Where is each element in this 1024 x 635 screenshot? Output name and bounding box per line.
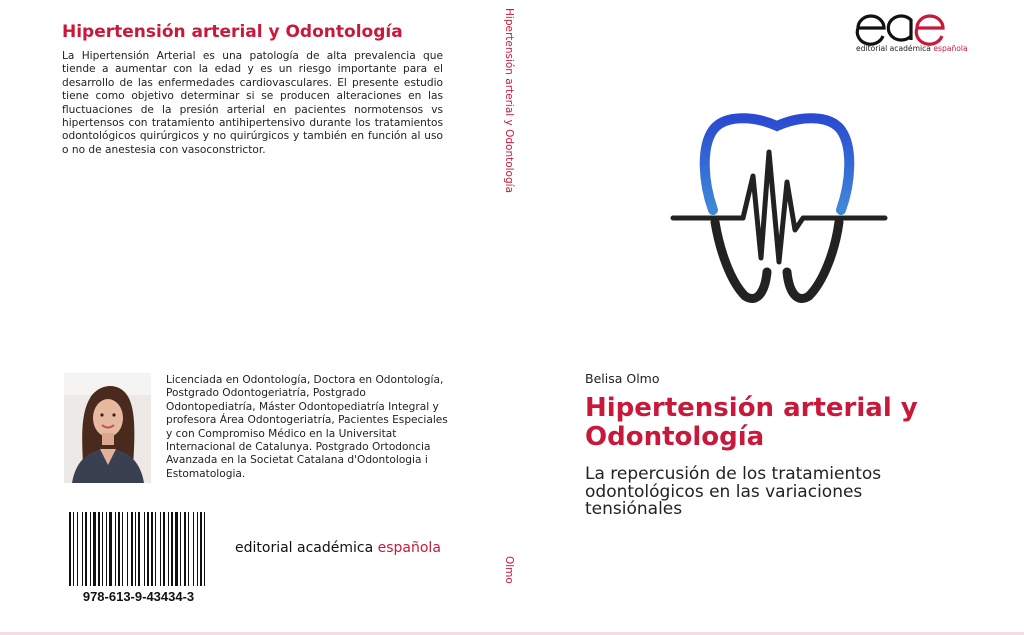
barcode-bar [197,512,198,586]
barcode-bar [138,512,140,586]
isbn-number: 978-613-9-43434-3 [82,589,195,604]
front-author: Belisa Olmo [585,371,660,386]
barcode-bar [69,512,71,586]
tooth-heartbeat-icon [665,112,890,307]
barcode-bar [77,512,78,586]
barcode-bar [90,512,91,586]
barcode-bar [188,512,189,586]
logo-caption-main: editorial académica [856,44,934,53]
logo-caption [856,44,968,53]
barcode-bar [160,512,161,586]
barcode-bar [73,512,74,586]
front-subtitle: La repercusión de los tratamientos odontológicos en las variaciones tensiónales [585,464,882,519]
barcode-bar [98,512,100,586]
barcode-bar [151,512,153,586]
barcode-bar [147,512,149,586]
back-cover-title: Hipertensión arterial y Odontología [62,22,403,42]
barcode-bar [171,512,173,586]
barcode-bar [180,512,181,586]
barcode-bar [155,512,156,586]
barcode-bar [144,512,145,586]
publisher-name: editorial académica [235,540,378,556]
barcode-icon [68,512,209,586]
front-title: Hipertensión arterial y Odontología [585,393,918,452]
logo-caption-accent: española [933,44,968,53]
barcode-bar [184,512,186,586]
barcode-bar [115,512,116,586]
barcode-bar [193,512,194,586]
barcode-bar [175,512,178,586]
barcode-bar [135,512,136,586]
barcode-bar [102,512,103,586]
barcode-bar [118,512,120,586]
barcode-bar [122,512,123,586]
barcode-bar [200,512,202,586]
spine-title: Hipertensión arterial y Odontología [503,8,515,194]
barcode-bar [204,512,205,586]
publisher-wordmark [235,540,441,556]
barcode-bar [168,512,169,586]
author-photo [64,373,151,483]
barcode-bar [109,512,112,586]
back-cover-blurb: La Hipertensión Arterial es una patología de alta prevalencia que tiende a aumentar con la edad y es un riesgo importante para el desarrollo de las enfermedades cardiovasculares. El presente estudio tiene como objetivo determinar si se producen alteraciones en las fluctuaciones de la presión arterial en pacientes normotensos vs hipertensos con tratamiento antihipertensivo durante los tratamientos odontológicos quirúrgicos y no quirúrgicos y también en función al uso o no de anestesia con vasoconstrictor. [62,50,443,156]
barcode-bar [93,512,96,586]
barcode-bar [127,512,128,586]
barcode-bar [131,512,133,586]
barcode-bar [82,512,83,586]
author-bio: Licenciada en Odontología, Doctora en Odontología, Postgrado Odontogeriatría, Postgrado Odontopediatría, Máster Odontopediatría Integral y profesora Área Odontogeriatría, Pacientes Especiales y con Compromiso Médico en la Universitat Internacional de Catalunya. Postgrado Ortodoncia Avanzada en la Societat Catalana d'Odontologia i Estomatologia. [166,374,448,480]
spine-author: Olmo [503,556,515,584]
publisher-name-accent: española [377,540,441,556]
barcode-bar [106,512,107,586]
barcode-bar [85,512,87,586]
barcode-bar [163,512,165,586]
